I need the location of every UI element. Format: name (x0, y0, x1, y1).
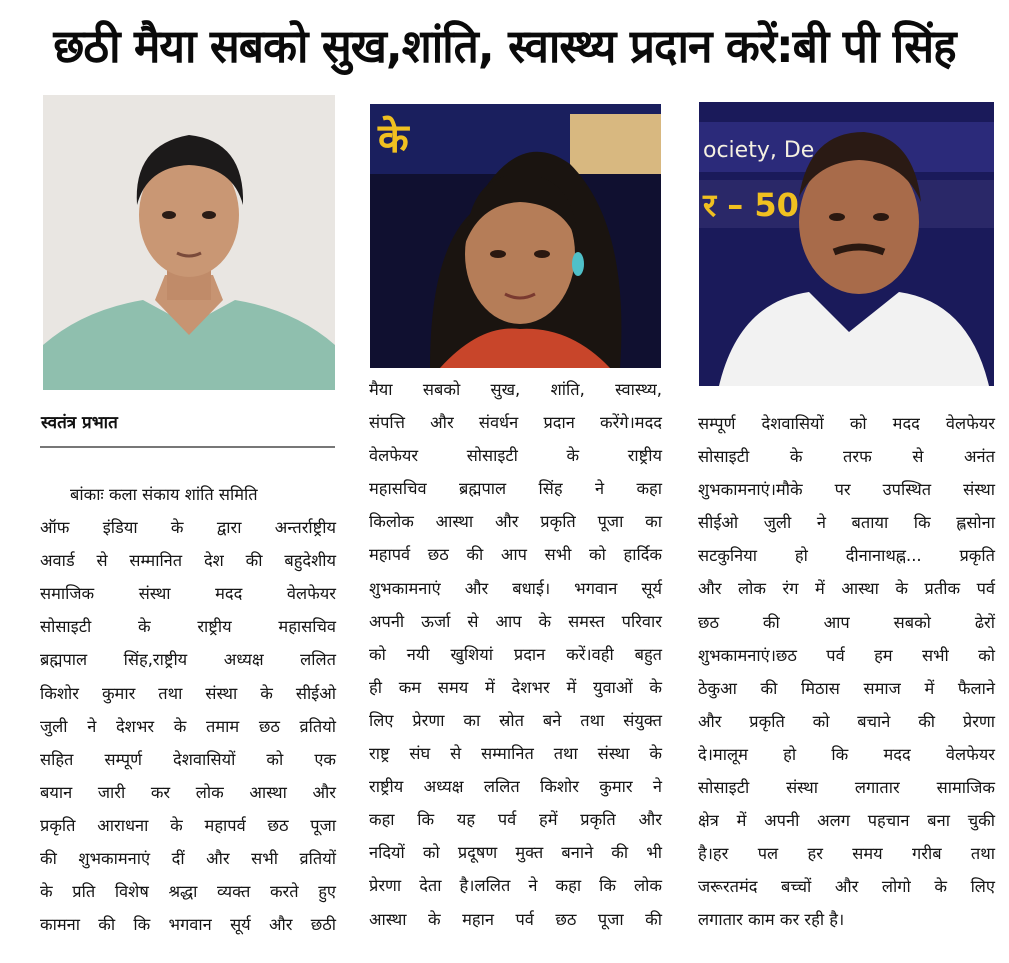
article-line: मैया सबको सुख, शांति, स्वास्थ्य, (369, 380, 662, 399)
article-line: महासचिव ब्रह्मपाल सिंह ने कहा (369, 479, 662, 499)
article-line: छठ की आप सबको ढेरों (698, 612, 995, 632)
article-column-3 (698, 407, 995, 937)
article-line: सोसाइटी के तरफ से अनंत (698, 447, 995, 467)
article-line: सोसाइटी संस्था लगातार सामाजिक (698, 778, 995, 798)
article-line: अपनी ऊर्जा से आप के समस्त परिवार (369, 611, 662, 631)
article-line: कहा कि यह पर्व हमें प्रकृति और (369, 810, 662, 830)
article-line: क्षेत्र में अपनी अलग पहचान बना चुकी (698, 811, 995, 831)
article-line: और लोक रंग में आस्था के प्रतीक पर्व (698, 579, 995, 599)
article-line: कामना की कि भगवान सूर्य और छठी (40, 915, 336, 935)
article-line: ब्रह्मपाल सिंह,राष्ट्रीय अध्यक्ष ललित (40, 650, 336, 670)
article-line: सहित सम्पूर्ण देशवासियों को एक (40, 749, 336, 769)
article-line: ही कम समय में देशभर में युवाओं के (369, 677, 662, 697)
article-line: सटकुनिया हो दीनानाथह्न... प्रकृति (698, 546, 995, 566)
article-line: राष्ट्र संघ से सम्मानित तथा संस्था के (369, 744, 662, 764)
article-line: सोसाइटी के राष्ट्रीय महासचिव (40, 617, 336, 637)
article-line: बयान जारी कर लोक आस्था और (40, 782, 336, 802)
photo-young-man (43, 95, 335, 390)
article-line: है।हर पल हर समय गरीब तथा (698, 844, 995, 864)
article-line: दे।मालूम हो कि मदद वेलफेयर (698, 744, 995, 764)
article-line: आस्था के महान पर्व छठ पूजा की (369, 909, 662, 929)
article-line: संपत्ति और संवर्धन प्रदान करेंगे।मदद (369, 413, 662, 433)
article-line: अवार्ड से सम्मानित देश की बहुदेशीय (40, 551, 336, 571)
article-line: लगातार काम कर रही है। (698, 910, 845, 930)
article-line: राष्ट्रीय अध्यक्ष ललित किशोर कुमार ने (369, 777, 662, 797)
photo-woman (370, 104, 661, 368)
article-line: प्रेरणा देता है।ललित ने कहा कि लोक (369, 876, 662, 896)
article-line: प्रकृति आराधना के महापर्व छठ पूजा (40, 815, 336, 835)
article-line (40, 478, 336, 511)
photo-older-man (699, 102, 994, 386)
banner-text-top: ociety, De (703, 138, 815, 163)
article-line: समाजिक संस्था मदद वेलफेयर (40, 584, 336, 604)
article-line: जरूरतमंद बच्चों और लोगो के लिए (698, 877, 995, 897)
article-line: शुभकामनाएं।मौके पर उपस्थित संस्था (698, 480, 995, 500)
headline: छठी मैया सबको सुख,शांति, स्वास्थ्य प्रदान करें:बी पी सिंह (53, 19, 956, 73)
article-line: किलोक आस्था और प्रकृति पूजा का (369, 512, 662, 532)
article-line: नदियों को प्रदूषण मुक्त बनाने की भी (369, 843, 662, 863)
article-line: जुली ने देशभर के तमाम छठ व्रतियो (40, 716, 336, 736)
article-line: और प्रकृति को बचाने की प्रेरणा (698, 711, 995, 731)
byline-divider (40, 446, 335, 448)
article-line: को नयी खुशियां प्रदान करें।वही बहुत (369, 644, 662, 664)
article-line: सीईओ जुली ने बताया कि ह्लसोना (698, 513, 995, 533)
article-line: के प्रति विशेष श्रद्धा व्यक्त करते हुए (40, 882, 336, 902)
banner-text-bottom: र – 50 (703, 186, 799, 224)
byline: स्वतंत्र प्रभात (41, 413, 118, 433)
article-line: की शुभकामनाएं दीं और सभी व्रतियों (40, 849, 336, 869)
article-line: लिए प्रेरणा का स्रोत बने तथा संयुक्त (369, 710, 662, 730)
article-column-1 (40, 478, 336, 941)
article-line: किशोर कुमार तथा संस्था के सीईओ (40, 683, 336, 703)
article-line: सम्पूर्ण देशवासियों को मदद वेलफेयर (698, 414, 995, 433)
article-line: ऑफ इंडिया के द्वारा अन्तर्राष्ट्रीय (40, 518, 336, 538)
banner-text: के (378, 116, 409, 162)
article-line: शुभकामनाएं और बधाई। भगवान सूर्य (369, 578, 662, 598)
article-column-2 (369, 373, 662, 936)
article-line: शुभकामनाएं।छठ पर्व हम सभी को (698, 645, 995, 665)
article-line: ठेकुआ की मिठास समाज में फैलाने (698, 678, 995, 698)
article-line: महापर्व छठ की आप सभी को हार्दिक (369, 545, 662, 565)
article-line-text: बांकाः कला संकाय शांति समिति (70, 485, 258, 504)
article-line: वेलफेयर सोसाइटी के राष्ट्रीय (369, 446, 662, 466)
